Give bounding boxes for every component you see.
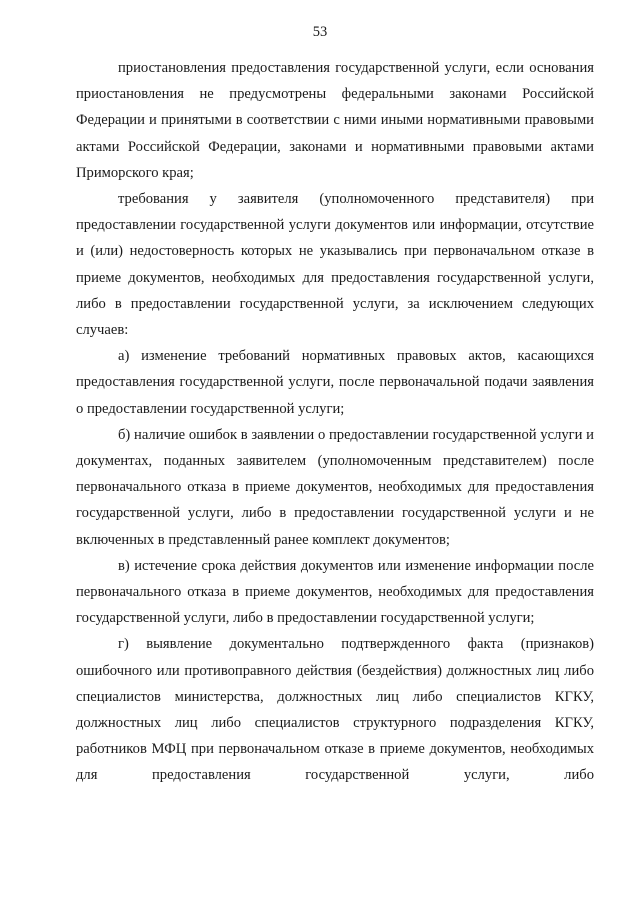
paragraph-document-requirements: требования у заявителя (уполномоченного представителя) при предоставлении государственной услуги документов или информации, отсутствие и (или) недостоверность которых не указывались при первоначальном отказе в приеме документов, необходимых для предоставления государственной услуги, либо в предоставлении государственной услуги, за исключением следующих случаев:	[76, 191, 594, 339]
paragraph-case-b: б) наличие ошибок в заявлении о предоставлении государственной услуги и документах, поданных заявителем (уполномоченным представителем) после первоначального отказа в приеме документов, необходимых для предоставления государственной услуги, либо в предоставлении государственной услуги и не включенных в представленный ранее комплект документов;	[76, 426, 594, 548]
paragraph-suspension-grounds: приостановления предоставления государственной услуги, если основания приостановления не предусмотрены федеральными законами Российской Федерации и принятыми в соответствии с ними иными нормативными правовыми актами Российской Федерации, законами и нормативными правовыми актами Приморского края;	[76, 60, 594, 181]
paragraph-case-g: г) выявление документально подтвержденного факта (признаков) ошибочного или противоправного действия (бездействия) должностных лиц либо специалистов министерства, должностных лиц либо специалистов КГКУ, должностных лиц либо специалистов структурного подразделения КГКУ, работников МФЦ при первоначальном отказе в приеме документов, необходимых для предоставления государственной услуги, либо	[76, 636, 594, 784]
paragraph-case-a: а) изменение требований нормативных правовых актов, касающихся предоставления государственной услуги, после первоначальной подачи заявления о предоставлении государственной услуги;	[76, 348, 594, 417]
document-body	[76, 55, 594, 789]
page-number: 53	[312, 24, 328, 40]
paragraph-case-v: в) истечение срока действия документов или изменение информации после первоначального отказа в приеме документов, необходимых для предоставления государственной услуги, либо в предоставлении государственной услуги;	[76, 557, 594, 627]
